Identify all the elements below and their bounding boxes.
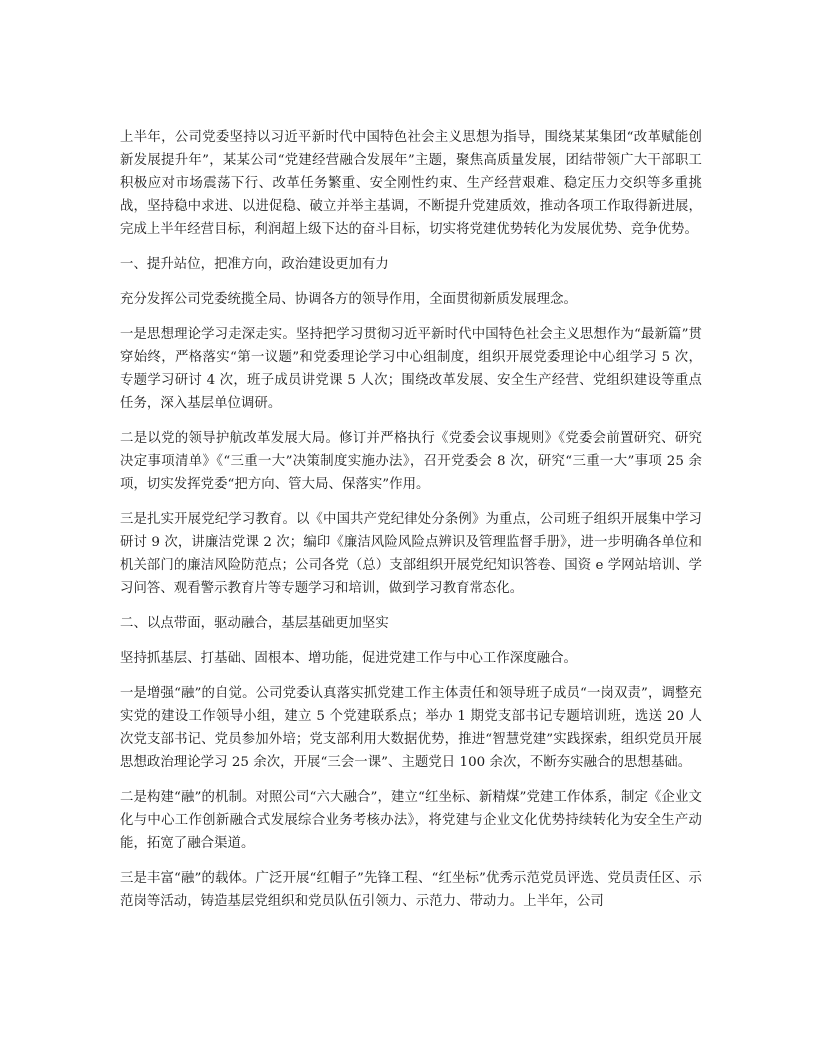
section-2-item-3: 三是丰富“融”的载体。广泛开展“红帽子”先锋工程、“红坐标”优秀示范党员评选、党员责任区、示范岗等活动，铸造基层党组织和党员队伍引领力、示范力、带动力。上半年，公司 [120, 871, 702, 909]
section-2-lead: 坚持抓基层、打基础、固根本、增功能，促进党建工作与中心工作深度融合。 [120, 651, 577, 666]
section-2-item-1: 一是增强“融”的自觉。公司党委认真落实抓党建工作主体责任和领导班子成员“一岗双责”，调整充实党的建设工作领导小组，建立 5 个党建联系点；举办 1 期党支部书记专题培训班，选送 20 人次党支部书记、党员参加外培；党支部利用大数据优势，推进“智慧党建”实践探索，组织党员开展思想政治理论学习 25 余次，开展“三会一课”、主题党日 100 余次，不断夯实融合的思想基础。 [120, 686, 702, 770]
section-2-heading: 二、以点带面，驱动融合，基层基础更加坚实 [120, 616, 389, 631]
section-1-item-3: 三是扎实开展党纪学习教育。以《中国共产党纪律处分条例》为重点，公司班子组织开展集中学习研讨 9 次，讲廉洁党课 2 次；编印《廉洁风险风险点辨识及管理监督手册》，进一步明确各单位和机关部门的廉洁风险防范点；公司各党（总）支部组织开展党纪知识答卷、国资 e 学网站培训、学习问答、观看警示教育片等专题学习和培训，做到学习教育常态化。 [120, 512, 702, 596]
section-1-item-2: 二是以党的领导护航改革发展大局。修订并严格执行《党委会议事规则》《党委会前置研究、研究决定事项清单》《“三重一大”决策制度实施办法》，召开党委会 8 次，研究“三重一大”事项 25 余项，切实发挥党委“把方向、管大局、保落实”作用。 [120, 431, 702, 492]
section-2-item-2: 二是构建“融”的机制。对照公司“六大融合”，建立“红坐标、新精煤”党建工作体系，制定《企业文化与中心工作创新融合式发展综合业务考核办法》，将党建与企业文化优势持续转化为安全生产动能，拓宽了融合渠道。 [120, 790, 702, 851]
intro-paragraph: 上半年，公司党委坚持以习近平新时代中国特色社会主义思想为指导，围绕某某集团“改革赋能创新发展提升年”，某某公司“党建经营融合发展年”主题，聚焦高质量发展，团结带领广大干部职工积极应对市场震荡下行、改革任务繁重、安全刚性约束、生产经营艰难、稳定压力交织等多重挑战，坚持稳中求进、以进促稳、破立并举主基调，不断提升党建质效，推动各项工作取得新进展，完成上半年经营目标，利润超上级下达的奋斗目标，切实将党建优势转化为发展优势、竞争优势。 [120, 130, 702, 237]
document-page [120, 126, 702, 925]
section-1-heading: 一、提升站位，把准方向，政治建设更加有力 [120, 257, 389, 272]
section-1-item-1: 一是思想理论学习走深走实。坚持把学习贯彻习近平新时代中国特色社会主义思想作为“最新篇”贯穿始终，严格落实“第一议题”和党委理论学习中心组制度，组织开展党委理论中心组学习 5 次，专题学习研讨 4 次，班子成员讲党课 5 人次；围绕改革发展、安全生产经营、党组织建设等重点任务，深入基层单位调研。 [120, 327, 702, 411]
section-1-lead: 充分发挥公司党委统揽全局、协调各方的领导作用，全面贯彻新质发展理念。 [120, 292, 577, 307]
